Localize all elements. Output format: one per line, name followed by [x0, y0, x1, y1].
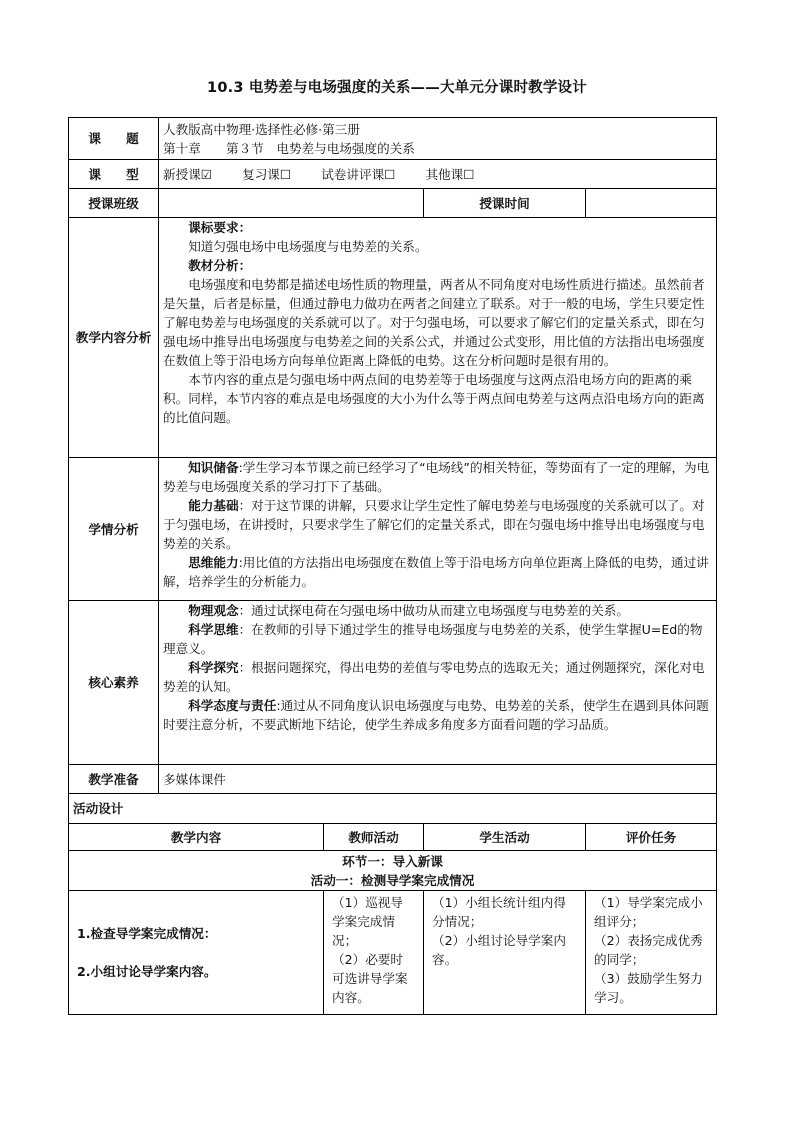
core-k2: 科学思维 [188, 622, 239, 637]
act-student-2: （2）小组讨论导学案内容。 [432, 933, 566, 967]
section1-cell [69, 851, 717, 891]
core-p4 [163, 696, 712, 734]
row-prep [69, 765, 717, 794]
student-t1: :学生学习本节课之前已经学习了“电场线”的相关特征，等势面有了一定的理解，为电势差与电场强度关系的学习打下了基础。 [163, 460, 710, 494]
class-value [159, 189, 424, 218]
topic-value [159, 118, 717, 160]
content-p3: 本节内容的重点是匀强电场中两点间的电势差等于电场强度与这两点沿电场方向的距离的乘积。同样，本节内容的难点是电场强度的大小为什么等于两点间电势差与这两点沿电场方向的距离的比值问题。 [163, 372, 705, 425]
row-activity-design [69, 794, 717, 824]
student-value [159, 458, 717, 601]
act-teacher-2: （2）必要时可选讲导学案内容。 [332, 952, 408, 1005]
header-teacher: 教师活动 [324, 824, 424, 851]
row-class [69, 189, 717, 218]
act-teacher-1: （1）巡视导学案完成情况； [332, 895, 403, 948]
row-activity1 [69, 891, 717, 1015]
act-content1: 1.检查导学案完成情况： [77, 926, 217, 941]
content-h1: 课标要求： [188, 220, 252, 235]
student-p3 [163, 553, 712, 591]
core-p2 [163, 620, 712, 658]
act-content [69, 891, 324, 1015]
student-label: 学情分析 [69, 458, 159, 601]
content-h2: 教材分析： [188, 258, 252, 273]
row-type [69, 160, 717, 189]
core-k4: 科学态度与责任 [188, 698, 277, 713]
act-student-1: （1）小组长统计组内得分情况； [432, 895, 566, 929]
type-options [159, 160, 717, 189]
row-content-analysis [69, 218, 717, 458]
act-content2: 2.小组讨论导学案内容。 [77, 964, 217, 979]
act-eval-3: （3）鼓励学生努力学习。 [594, 971, 703, 1005]
row-student-analysis [69, 458, 717, 601]
student-k3: 思维能力 [188, 555, 239, 570]
topic-label: 课 题 [69, 118, 159, 160]
type-label: 课 型 [69, 160, 159, 189]
type-option-exam: 试卷讲评课☐ [321, 166, 396, 182]
time-label: 授课时间 [424, 189, 586, 218]
act-eval-1: （1）导学案完成小组评分； [594, 895, 703, 929]
row-core-literacy [69, 601, 717, 765]
type-option-other: 其他课☐ [425, 166, 475, 182]
header-student: 学生活动 [424, 824, 586, 851]
act-eval-2: （2）表扬完成优秀的同学； [594, 933, 703, 967]
content-value [159, 218, 717, 458]
core-value [159, 601, 717, 765]
student-t2: ：对于这节课的讲解，只要求让学生定性了解电势差与电场强度的关系就可以了。对于匀强电场，在讲授时，只要求学生了解它们的定量关系式，即在匀强电场中推导出电场强度与电势差的关系。 [163, 498, 705, 551]
content-p1: 知道匀强电场中电场强度与电势差的关系。 [188, 239, 428, 254]
act-teacher [324, 891, 424, 1015]
core-t1: ：通过试探电荷在匀强电场中做功从而建立电场强度与电势差的关系。 [238, 603, 629, 618]
header-content: 教学内容 [69, 824, 324, 851]
student-p2 [163, 496, 712, 553]
row-topic [69, 118, 717, 160]
core-p1 [163, 601, 712, 620]
activity-design-label: 活动设计 [69, 794, 717, 824]
student-t3: :用比值的方法指出电场强度在数值上等于沿电场方向单位距离上降低的电势，通过讲解，培养学生的分析能力。 [163, 555, 709, 589]
student-k1: 知识储备 [188, 460, 239, 475]
section1-title: 环节一：导入新课 [342, 853, 443, 869]
type-option-new: 新授课☑ [163, 166, 213, 182]
act-student [424, 891, 586, 1015]
topic-line1: 人教版高中物理·选择性必修·第三册 [163, 121, 360, 137]
lesson-plan-table [68, 117, 717, 1015]
core-k1: 物理观念 [188, 603, 239, 618]
header-eval: 评价任务 [586, 824, 717, 851]
core-label: 核心素养 [69, 601, 159, 765]
row-headers [69, 824, 717, 851]
topic-line2: 第十章 第３节 电势差与电场强度的关系 [163, 140, 415, 156]
prep-value: 多媒体课件 [159, 765, 717, 794]
content-label: 教学内容分析 [69, 218, 159, 458]
page-title: 10.3 电势差与电场强度的关系——大单元分课时教学设计 [207, 80, 587, 96]
student-p1 [163, 458, 712, 496]
row-section1 [69, 851, 717, 891]
act-eval [586, 891, 717, 1015]
core-t3: ：根据问题探究，得出电势的差值与零电势点的选取无关；通过例题探究，深化对电势差的认知。 [163, 660, 705, 694]
class-label: 授课班级 [69, 189, 159, 218]
core-p3 [163, 658, 712, 696]
prep-label: 教学准备 [69, 765, 159, 794]
content-p2: 电场强度和电势都是描述电场性质的物理量，两者从不同角度对电场性质进行描述。虽然前者是矢量，后者是标量，但通过静电力做功在两者之间建立了联系。对于一般的电场，学生只要定性了解电势差与电场强度的关系就可以了。对于匀强电场，可以要求了解它们的定量关系式，即在匀强电场中推导出电场强度与电势差之间的关系公式，并通过公式变形，用比值的方法指出电场强度在数值上等于沿电场方向每单位距离上降低的电势。这在分析问题时是很有用的。 [163, 277, 705, 368]
type-option-review: 复习课☐ [242, 166, 292, 182]
time-value [586, 189, 717, 218]
core-t4: :通过从不同角度认识电场强度与电势、电势差的关系，使学生在遇到具体问题时要注意分析，不要武断地下结论，使学生养成多角度多方面看问题的学习品质。 [163, 698, 709, 732]
student-k2: 能力基础 [188, 498, 239, 513]
core-t2: ：在教师的引导下通过学生的推导电场强度与电势差的关系，使学生掌握U=Ed的物理意义。 [163, 622, 703, 656]
section1-activity: 活动一：检测导学案完成情况 [310, 872, 475, 888]
core-k3: 科学探究 [188, 660, 239, 675]
